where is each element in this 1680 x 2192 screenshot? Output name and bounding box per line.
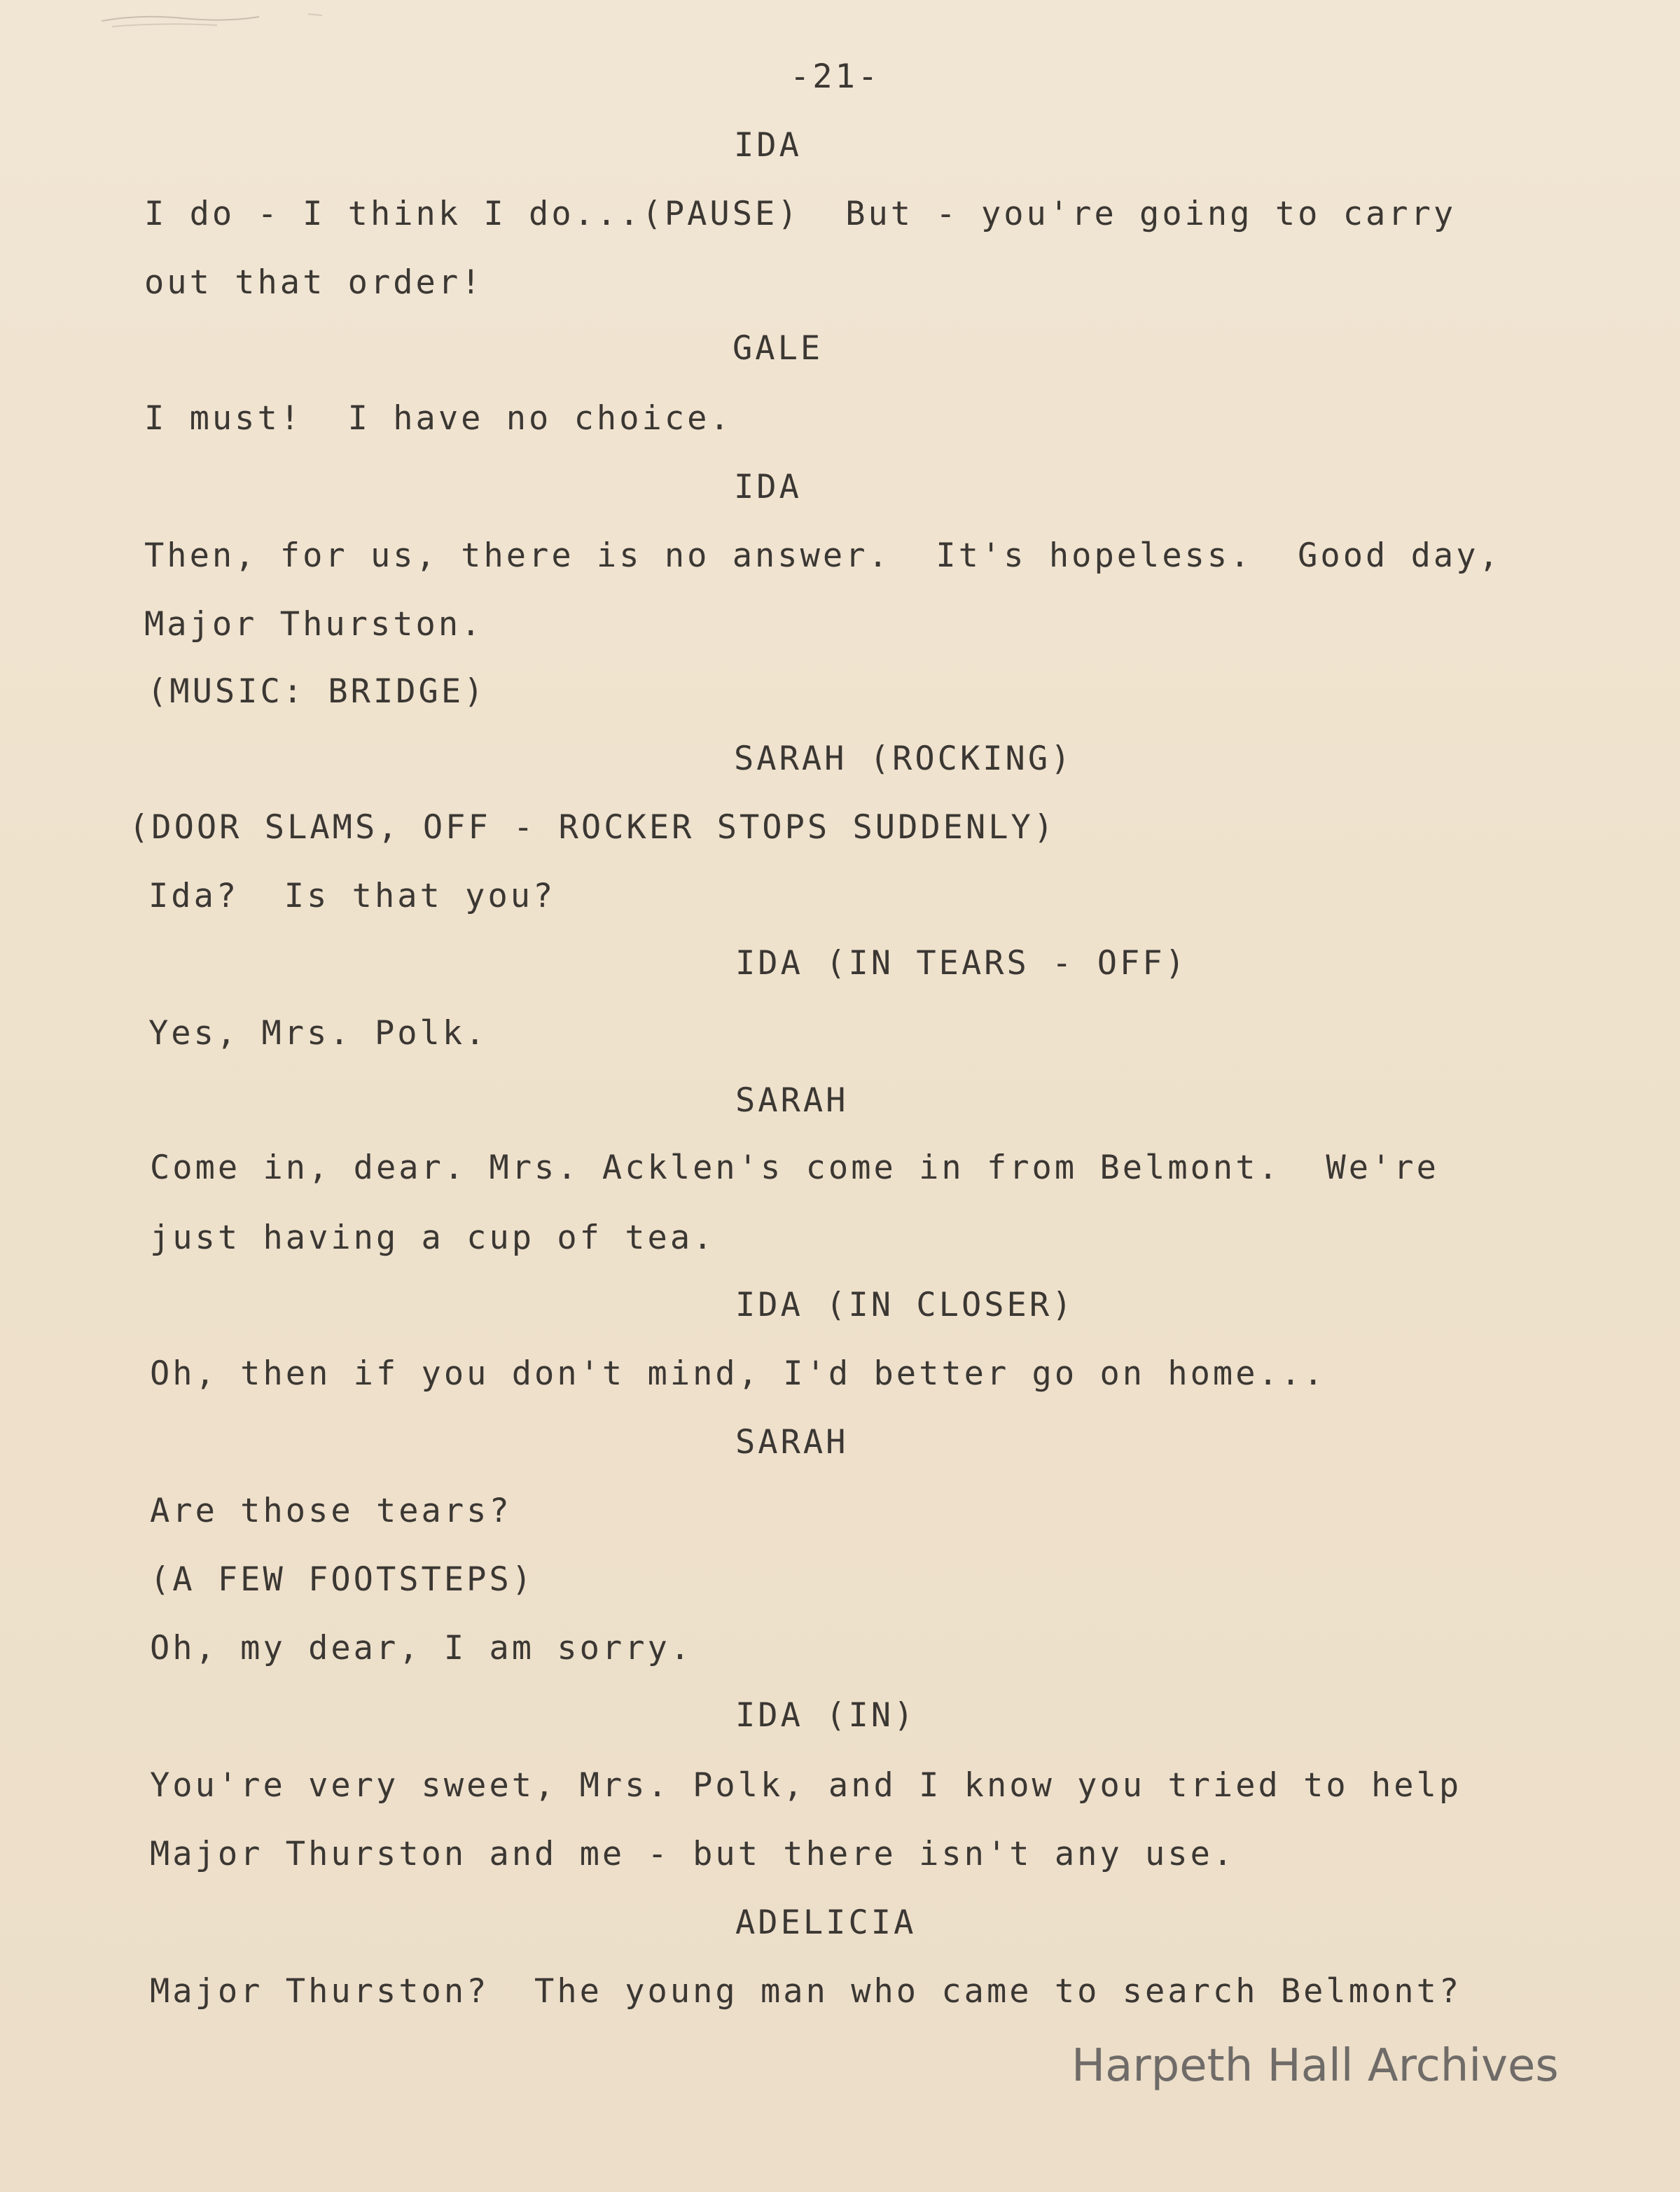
pencil-smudge xyxy=(98,6,336,34)
speaker-ida: IDA (IN) xyxy=(735,1696,917,1735)
speaker-ida: IDA (IN CLOSER) xyxy=(735,1286,1075,1324)
dialogue-line: Ida? Is that you? xyxy=(148,877,556,915)
dialogue-line: Major Thurston? The young man who came to search Belmont? xyxy=(150,1972,1462,2011)
dialogue-line: Oh, then if you don't mind, I'd better go on home... xyxy=(150,1354,1326,1393)
dialogue-line: Major Thurston. xyxy=(144,605,484,644)
dialogue-line: Major Thurston and me - but there isn't any use. xyxy=(150,1835,1236,1873)
dialogue-line: just having a cup of tea. xyxy=(150,1219,716,1257)
dialogue-line: Oh, my dear, I am sorry. xyxy=(150,1629,693,1667)
speaker-ida: IDA xyxy=(734,468,802,506)
dialogue-line: Yes, Mrs. Polk. xyxy=(148,1014,488,1053)
dialogue-line: Come in, dear. Mrs. Acklen's come in from Belmont. We're xyxy=(150,1149,1439,1187)
stage-direction: (DOOR SLAMS, OFF - ROCKER STOPS SUDDENLY) xyxy=(129,808,1057,847)
speaker-sarah: SARAH xyxy=(735,1423,849,1462)
stage-direction: (MUSIC: BRIDGE) xyxy=(147,672,487,711)
speaker-ida: IDA xyxy=(734,126,802,165)
dialogue-line: out that order! xyxy=(144,263,484,302)
page-number: -21- xyxy=(790,57,881,96)
speaker-adelicia: ADELICIA xyxy=(735,1903,917,1942)
dialogue-line: You're very sweet, Mrs. Polk, and I know you tried to help xyxy=(150,1766,1462,1805)
speaker-sarah: SARAH xyxy=(735,1081,849,1120)
dialogue-line: I do - I think I do...(PAUSE) But - you're going to carry xyxy=(144,195,1457,233)
archive-watermark: Harpeth Hall Archives xyxy=(1071,2040,1559,2092)
stage-direction: (A FEW FOOTSTEPS) xyxy=(150,1560,535,1599)
speaker-ida: IDA (IN TEARS - OFF) xyxy=(735,944,1188,983)
speaker-sarah: SARAH (ROCKING) xyxy=(734,740,1074,778)
speaker-gale: GALE xyxy=(733,329,824,368)
dialogue-line: Then, for us, there is no answer. It's hopeless. Good day, xyxy=(144,536,1501,575)
dialogue-line: I must! I have no choice. xyxy=(144,399,733,438)
dialogue-line: Are those tears? xyxy=(150,1492,512,1530)
